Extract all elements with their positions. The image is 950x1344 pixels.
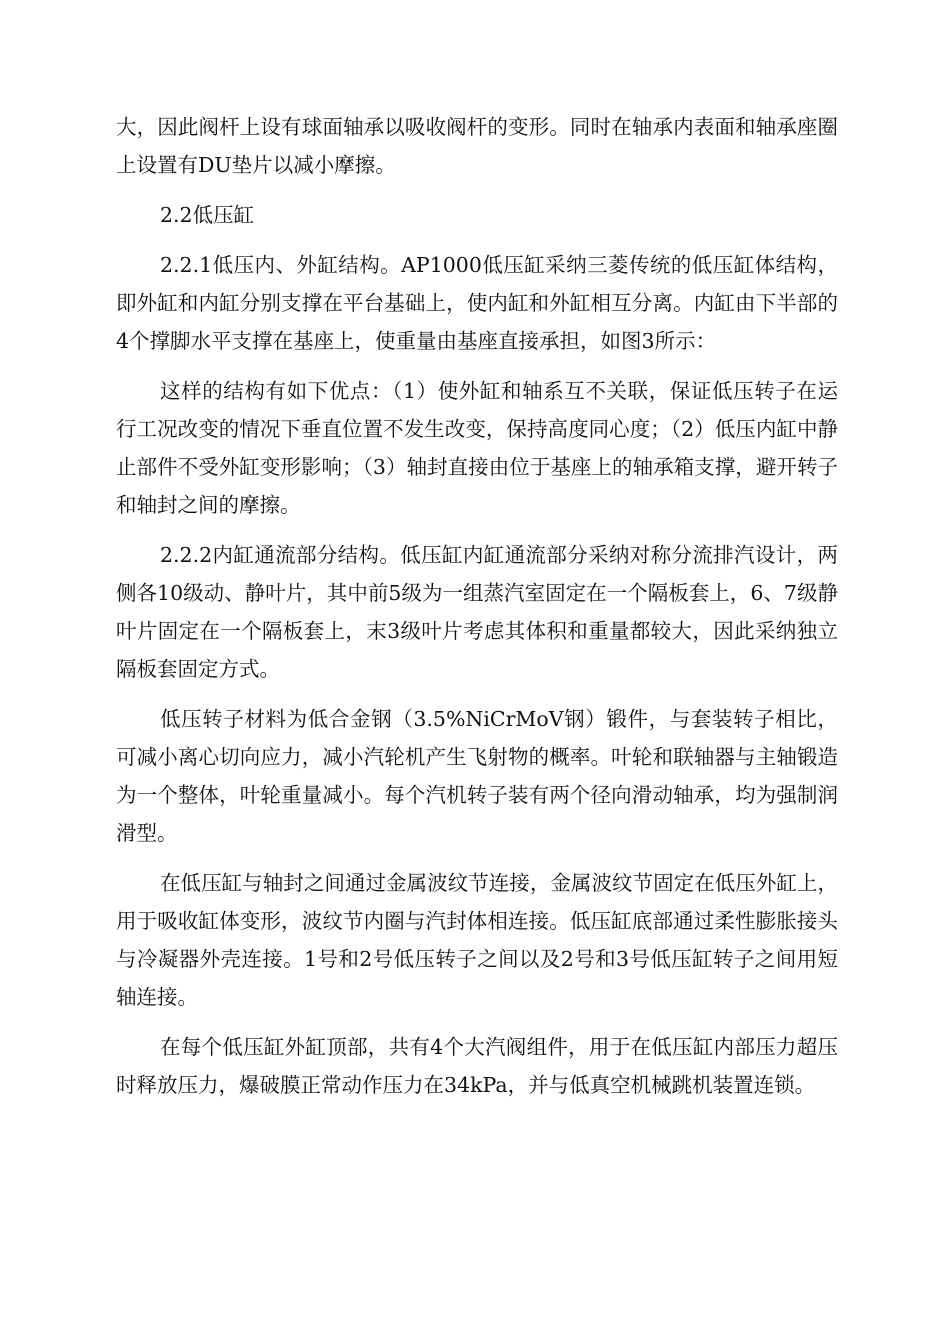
section-heading-2-2: 2.2低压缸: [160, 203, 255, 227]
document-body: [116, 108, 838, 1116]
paragraph-2-2-1: 2.2.1低压内、外缸结构。AP1000低压缸采纳三菱传统的低压缸体结构，即外缸和内缸分别支撑在平台基础上，使内缸和外缸相互分离。内缸由下半部的4个撑脚水平支撑在基座上，使重量由基座直接承担，如图3所示：: [116, 253, 838, 353]
paragraph-bellows: 在低压缸与轴封之间通过金属波纹节连接，金属波纹节固定在低压外缸上，用于吸收缸体变形，波纹节内圈与汽封体相连接。低压缸底部通过柔性膨胀接头与冷凝器外壳连接。1号和2号低压转子之间以及2号和3号低压缸转子之间用短轴连接。: [116, 871, 838, 1009]
paragraph-advantages: 这样的结构有如下优点：（1）使外缸和轴系互不关联，保证低压转子在运行工况改变的情况下垂直位置不发生改变，保持高度同心度；（2）低压内缸中静止部件不受外缸变形影响；（3）轴封直接由位于基座上的轴承箱支撑，避开转子和轴封之间的摩擦。: [116, 379, 838, 517]
paragraph-valve-assembly: 在每个低压缸外缸顶部，共有4个大汽阀组件，用于在低压缸内部压力超压时释放压力，爆破膜正常动作压力在34kPa，并与低真空机械跳机装置连锁。: [116, 1035, 838, 1097]
paragraph-rotor-material: 低压转子材料为低合金钢（3.5%NiCrMoV钢）锻件，与套装转子相比，可减小离心切向应力，减小汽轮机产生飞射物的概率。叶轮和联轴器与主轴锻造为一个整体，叶轮重量减小。每个汽机转子装有两个径向滑动轴承，均为强制润滑型。: [116, 707, 838, 845]
paragraph-2-2-2: 2.2.2内缸通流部分结构。低压缸内缸通流部分采纳对称分流排汽设计，两侧各10级动、静叶片，其中前5级为一组蒸汽室固定在一个隔板套上，6、7级静叶片固定在一个隔板套上，末3级叶片考虑其体积和重量都较大，因此采纳独立隔板套固定方式。: [116, 543, 838, 681]
paragraph-continuation: 大，因此阀杆上设有球面轴承以吸收阀杆的变形。同时在轴承内表面和轴承座圈上设置有DU垫片以减小摩擦。: [116, 115, 838, 177]
